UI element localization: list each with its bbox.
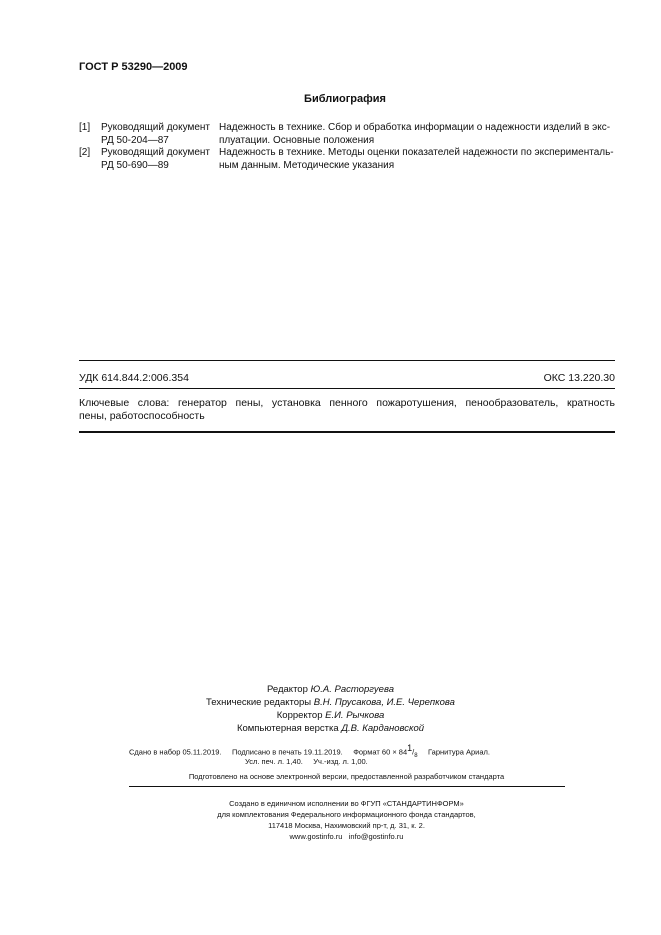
oks-code: ОКС 13.220.30: [543, 372, 615, 384]
typeface: Гарнитура Ариал.: [428, 747, 490, 757]
editor-name: Ю.А. Расторгуева: [310, 684, 394, 695]
udc-code: УДК 614.844.2:006.354: [79, 372, 189, 384]
tech-editors-line: [0, 696, 661, 709]
keywords: [79, 397, 615, 423]
printed-sheets: Усл. печ. л. 1,40.: [245, 757, 303, 766]
editor-label: Редактор: [266, 684, 308, 695]
entry-doc-type: Руководящий документ: [101, 122, 210, 133]
bottom-rule: [79, 431, 615, 433]
tech-editors-label: Технические редакторы: [206, 697, 312, 708]
format: Формат 60 × 84: [353, 747, 408, 757]
print-info-line2: [245, 755, 368, 768]
corrector-line: [0, 709, 661, 722]
tech-editors-names: В.Н. Прусакова, И.Е. Черепкова: [313, 697, 455, 708]
entry-description-line1: Надежность в технике. Сбор и обработка информации о надежности изделий в экс-: [219, 122, 611, 133]
top-rule: [79, 360, 615, 361]
entry-number: [2]: [79, 147, 91, 158]
editor-line: [0, 683, 661, 696]
keywords-line2: пены, работоспособность: [79, 410, 205, 422]
typeset-date: Сдано в набор 05.11.2019.: [129, 747, 222, 757]
layout-name: Д.В. Кардановской: [341, 723, 425, 734]
entry-description-line2: ным данным. Методические указания: [219, 160, 395, 171]
footer-line1: Создано в единичном исполнении во ФГУП «СТАНДАРТИНФОРМ»: [229, 799, 464, 808]
signed-date: Подписано в печать 19.11.2019.: [231, 747, 343, 757]
keywords-line1: Ключевые слова: генератор пены, установка пенного пожаротушения, пенообразователь, кратность: [79, 397, 615, 409]
publisher-sheets: Уч.-изд. л. 1,00.: [313, 757, 368, 766]
meta-rule: [79, 388, 615, 389]
email-link[interactable]: info@gostinfo.ru: [348, 832, 404, 841]
corrector-name: Е.И. Рычкова: [325, 710, 385, 721]
entry-doc-type: Руководящий документ: [101, 147, 210, 158]
standard-number: ГОСТ Р 53290—2009: [79, 61, 188, 73]
entry-number: [1]: [79, 122, 91, 133]
entry-doc-code: РД 50-690—89: [101, 160, 169, 171]
footer-line3: 117418 Москва, Нахимовский пр-т, д. 31, к. 2.: [268, 821, 425, 830]
footer-contacts: [0, 830, 661, 843]
footer-rule: [129, 786, 565, 787]
entry-description-line1: Надежность в технике. Методы оценки показателей надежности по эксперименталь-: [219, 147, 614, 158]
layout-label: Компьютерная верстка: [236, 723, 339, 734]
entry-description-line2: плуатации. Основные положения: [219, 135, 375, 146]
bibliography-title: Библиография: [304, 93, 386, 105]
fraction-denominator: 8: [414, 753, 418, 759]
print-info-line1: Сдано в набор 05.11.2019. Подписано в печать 19.11.2019. Формат $60 \times 84^1/_8$ Гарнитура Ариал.: [129, 743, 490, 759]
fraction-numerator: 1: [407, 743, 413, 753]
layout-line: [0, 722, 661, 735]
footer-line2: для комплектования Федерального информационного фонда стандартов,: [217, 810, 476, 819]
website-link[interactable]: www.gostinfo.ru: [289, 832, 343, 841]
prepared-note: Подготовлено на основе электронной версии, предоставленной разработчиком стандарта: [188, 772, 505, 781]
entry-doc-code: РД 50-204—87: [101, 135, 169, 146]
corrector-label: Корректор: [276, 710, 323, 721]
